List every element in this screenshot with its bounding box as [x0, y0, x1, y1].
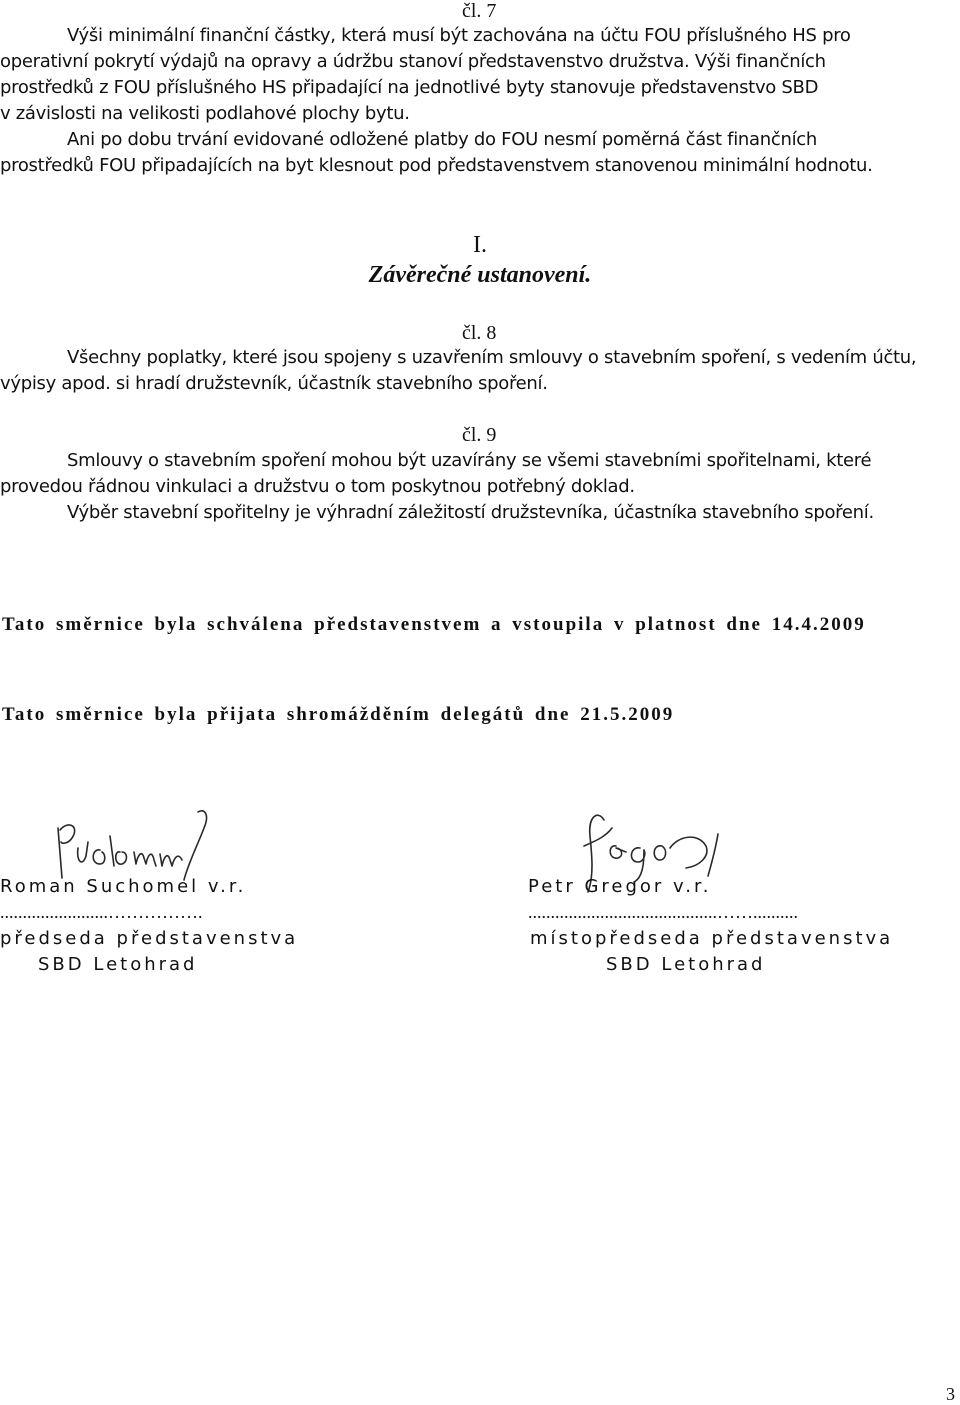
approval-statement-assembly: Tato směrnice byla přijata shromážděním delegátů dne 21.5.2009 [2, 704, 675, 725]
page-number: 3 [946, 1384, 955, 1404]
signatory-organization: SBD Letohrad [38, 954, 198, 975]
article-7-heading: čl. 7 [462, 0, 497, 22]
section-title: Závěrečné ustanovení. [368, 262, 592, 288]
article-7-line: Ani po dobu trvání evidované odložené platby do FOU nesmí poměrná část finančních [67, 129, 817, 150]
signatory-name: Petr Gregor v.r. [528, 876, 712, 897]
article-7-line: Výši minimální finanční částky, která musí být zachována na účtu FOU příslušného HS pro [67, 25, 851, 46]
article-7-line: prostředků FOU připadajících na byt klesnout pod představenstvem stanovenou minimální hodnotu. [0, 155, 873, 176]
approval-statement-board: Tato směrnice byla schválena představenstvem a vstoupila v platnost dne 14.4.2009 [2, 614, 866, 635]
article-8-heading: čl. 8 [462, 322, 497, 344]
signatory-organization: SBD Letohrad [606, 954, 766, 975]
article-8-line: výpisy apod. si hradí družstevník, účastník stavebního spoření. [0, 373, 548, 394]
article-8-line: Všechny poplatky, které jsou spojeny s uzavřením smlouvy o stavebním spoření, s vedením účtu, [67, 347, 917, 368]
article-7-line: operativní pokrytí výdajů na opravy a údržbu stanoví představenstvo družstva. Výši finančních [0, 51, 826, 72]
signature-line: ..........................................…….......... [528, 902, 798, 922]
article-9-line: provedou řádnou vinkulaci a družstvu o tom poskytnou potřebný doklad. [0, 476, 635, 497]
signatory-role: předseda představenstva [0, 928, 299, 949]
section-number: I. [473, 232, 487, 258]
article-7-line: v závislosti na velikosti podlahové plochy bytu. [0, 103, 410, 124]
article-9-heading: čl. 9 [462, 424, 497, 446]
article-9-line: Výběr stavební spořitelny je výhradní záležitostí družstevníka, účastníka stavebního spoření. [67, 502, 874, 523]
signatory-name: Roman Suchomel v.r. [0, 876, 247, 897]
signatory-role: místopředseda představenstva [530, 928, 894, 949]
article-7-line: prostředků z FOU příslušného HS připadající na jednotlivé byty stanovuje představenstvo SBD [0, 77, 819, 98]
article-9-line: Smlouvy o stavebním spoření mohou být uzavírány se všemi stavebními spořitelnami, které [67, 450, 872, 471]
signature-line: ........................……………. [0, 902, 203, 922]
